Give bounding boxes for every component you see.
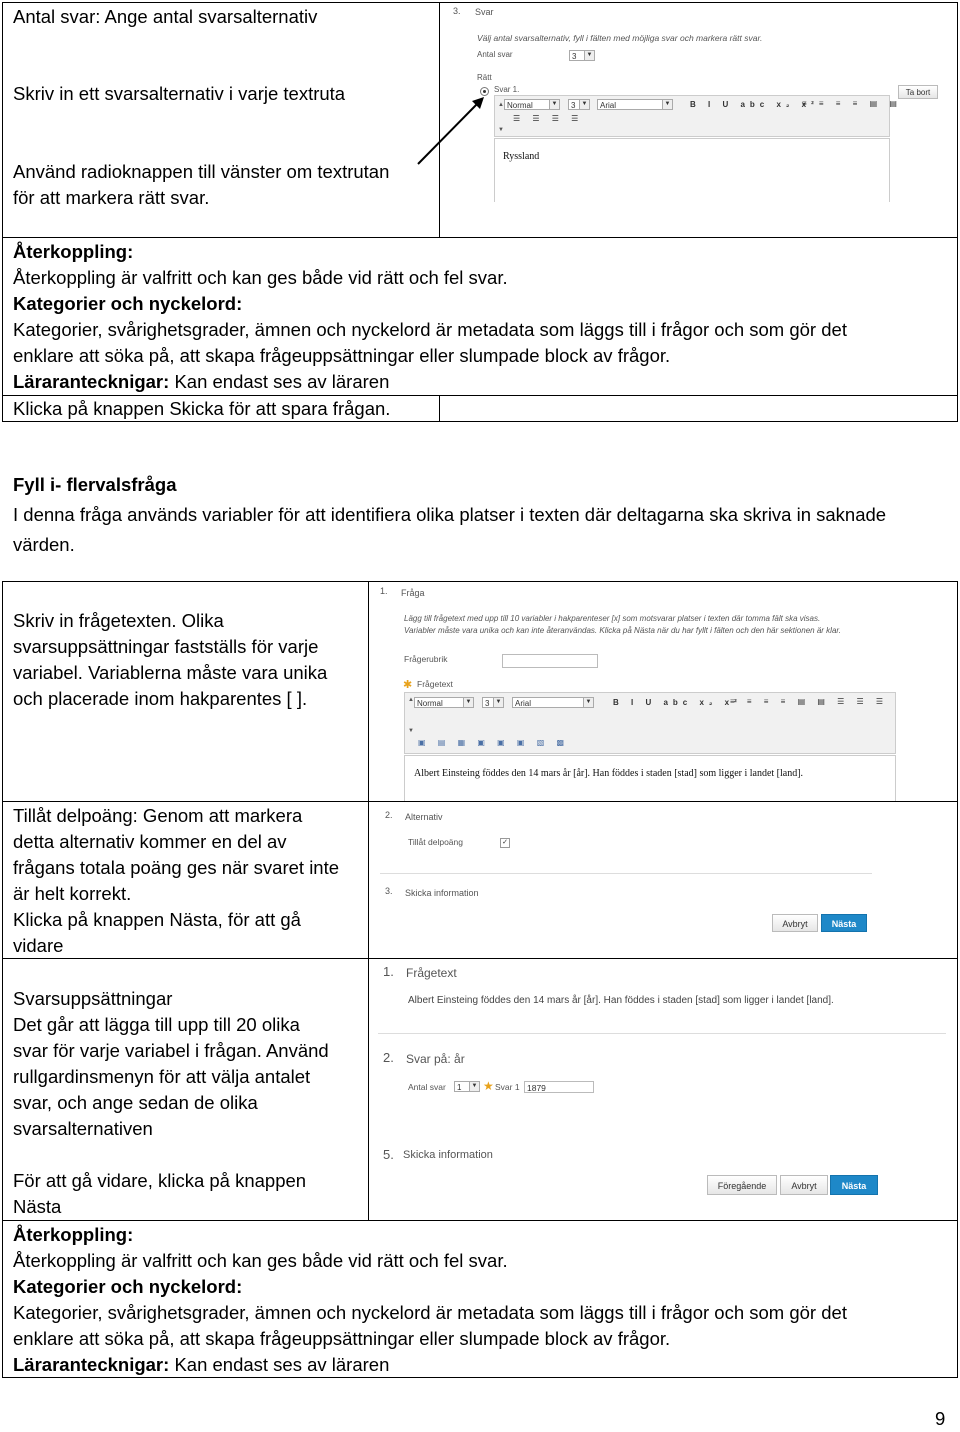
answer-sets-line5: svarsalternativen [13,1118,153,1139]
categories-text-line1: Kategorier, svårighetsgrader, ämnen och nyckelord är metadata som läggs till i frågor och som gör det [13,1302,847,1323]
instruction-answer-count: Antal svar: Ange antal svarsalternativ [13,6,318,27]
correct-label: Rätt [477,73,492,82]
chevron-down-icon: ▼ [584,51,594,60]
required-star-icon: ✱ [403,679,413,691]
section-intro-line1: I denna fråga används variabler för att identifiera olika platser i texten där deltagarna ska skriva in saknade [13,504,887,525]
step-number: 5. [383,1147,394,1162]
teacher-notes [13,369,389,395]
answer-label: Svar 1 [495,1082,520,1092]
format-buttons[interactable]: B I U abc x₂ x² [690,100,819,109]
chevron-down-icon: ▼ [463,698,473,707]
step-number: 2. [385,810,393,820]
question-text-instr-line4: och placerade inom hakparentes [ ]. [13,688,308,709]
step-number: 1. [383,964,394,979]
step-title: Skicka information [403,1149,493,1161]
question-editor-text: Albert Einsteing föddes den 14 mars år [år]. Han föddes i staden [stad] som ligger i landet [land]. [414,768,804,779]
cancel-button[interactable]: Avbryt [772,914,818,932]
continue-instruction-line2: Nästa [13,1196,62,1217]
step-title: Alternativ [405,812,443,822]
question-text-label: Frågetext [417,679,453,689]
font-family-select[interactable]: Arial ▼ [512,697,594,708]
categories-label: Kategorier och nyckelord: [13,293,243,314]
instruction-radio-line1: Använd radioknappen till vänster om textrutan [13,161,390,182]
cancel-button[interactable]: Avbryt [780,1175,828,1195]
step-number: 3. [385,886,393,896]
chevron-down-icon: ▼ [662,100,672,109]
answer-count-label: Antal svar [477,50,513,59]
answer-sets-line2: svar för varje variabel i frågan. Använd [13,1040,329,1061]
answer-input[interactable]: 1879 [524,1081,594,1093]
feedback-label: Återkoppling: [13,1224,134,1245]
align-list-icons[interactable]: ≡ ≡ ≡ ≡ ▤ ▤ [802,99,902,108]
teacher-notes [13,1352,389,1378]
format-buttons[interactable]: B I U abc x₂ x² [613,698,742,707]
question-text-instr-line1: Skriv in frågetexten. Olika [13,610,224,631]
step-number: 2. [383,1050,394,1065]
step-title: Frågetext [406,966,457,980]
page-number: 9 [935,1408,946,1429]
answer-count-select[interactable]: 1 ▼ [454,1081,480,1092]
section-intro-line2: värden. [13,534,75,555]
feedback-text: Återkoppling är valfritt och kan ges både vid rätt och fel svar. [13,267,508,288]
categories-text-line1: Kategorier, svårighetsgrader, ämnen och nyckelord är metadata som läggs till i frågor och som gör det [13,319,847,340]
step-hint-line2: Variabler måste vara unika och kan inte återanvändas. Klicka på Nästa när du har fyllt i fälten och den här sektionen är klar. [404,626,841,635]
expand-icon[interactable]: ▼ [408,728,414,734]
answer-sets-title: Svarsuppsättningar [13,988,173,1009]
categories-label: Kategorier och nyckelord: [13,1276,243,1297]
indent-list-icons[interactable]: ☰ ☰ ☰ ☰ [513,114,584,123]
rubric-input[interactable] [502,654,598,668]
answer-sets-line4: svar, och ange sedan de olika [13,1092,258,1113]
divider [380,873,872,874]
insert-icons[interactable]: ▣ ▤ ▦ ▣ ▣ ▣ ▧ ▩ [418,738,570,747]
answer-sets-line3: rullgardinsmenyn för att välja antalet [13,1066,311,1087]
format-select[interactable]: Normal ▼ [414,697,474,708]
partial-credit-label: Tillåt delpoäng [408,837,463,847]
question-text-instr-line3: variabel. Variablerna måste vara unika [13,662,328,683]
step-number: 1. [380,586,388,596]
step-number: 3. [453,6,461,16]
rubric-label: Frågerubrik [404,654,448,664]
question-text-preview: Albert Einsteing föddes den 14 mars år [år]. Han föddes i staden [stad] som ligger i landet [land]. [408,995,834,1006]
instruction-radio-line2: för att markera rätt svar. [13,187,210,208]
partial-credit-line4: är helt korrekt. [13,883,132,904]
font-size-select[interactable]: 3 ▼ [568,99,590,110]
divider [378,1033,946,1034]
chevron-down-icon: ▼ [579,100,589,109]
answer-sets-line1: Det går att lägga till upp till 20 olika [13,1014,300,1035]
teacher-notes-text: Kan endast ses av läraren [174,1354,390,1375]
align-list-icons[interactable]: ≡ ≡ ≡ ≡ ▤ ▤ ☰ ☰ ☰ [730,697,889,706]
next-instruction-line2: vidare [13,935,64,956]
pointer-arrow [0,0,960,240]
categories-text-line2: enklare att söka på, att skapa frågeuppsättningar eller slumpade block av frågor. [13,1328,671,1349]
partial-credit-line3: frågans totala poäng ges när svaret inte [13,857,340,878]
next-button[interactable]: Nästa [821,914,867,932]
answer-editor-text: Ryssland [503,151,540,162]
submit-instruction: Klicka på knappen Skicka för att spara frågan. [13,398,391,419]
required-star-icon: ★ [483,1079,494,1093]
step-title: Svar [475,7,494,17]
font-size-select[interactable]: 3 ▼ [482,697,504,708]
previous-button[interactable]: Föregående [707,1175,777,1195]
expand-icon[interactable]: ▼ [498,127,504,133]
answer-label: Svar 1. [494,85,520,94]
step-title: Skicka information [405,888,479,898]
answer-count-select[interactable]: 3 ▼ [569,50,595,61]
collapse-icon[interactable]: ▲ [408,697,414,703]
font-family-select[interactable]: Arial ▼ [597,99,673,110]
format-select[interactable]: Normal ▼ [504,99,560,110]
partial-credit-line1: Tillåt delpoäng: Genom att markera [13,805,303,826]
chevron-down-icon: ▼ [549,100,559,109]
next-instruction-line1: Klicka på knappen Nästa, för att gå [13,909,301,930]
teacher-notes-text: Kan endast ses av läraren [174,371,390,392]
answer-count-label: Antal svar [408,1082,446,1092]
partial-credit-checkbox[interactable]: ✓ [500,838,510,848]
delete-button[interactable]: Ta bort [898,85,938,99]
feedback-label: Återkoppling: [13,241,134,262]
instruction-answer-text: Skriv in ett svarsalternativ i varje textruta [13,83,346,104]
collapse-icon[interactable]: ▲ [498,102,504,108]
step-hint-line1: Lägg till frågetext med upp till 10 variabler i hakparenteser [x] som motsvarar platser i texten där tomma fält ska visas. [404,614,821,623]
chevron-down-icon: ▼ [583,698,593,707]
chevron-down-icon: ▼ [493,698,503,707]
step-title: Svar på: år [406,1052,465,1066]
teacher-notes-label: Lärarantecknigar: [13,371,170,392]
chevron-down-icon: ▼ [469,1082,479,1091]
step-title: Fråga [401,588,425,598]
question-text-instr-line2: svarsuppsättningar fastställs för varje [13,636,319,657]
step-hint: Välj antal svarsalternativ, fyll i fälten med möjliga svar och markera rätt svar. [477,33,763,43]
partial-credit-line2: detta alternativ kommer en del av [13,831,287,852]
feedback-text: Återkoppling är valfritt och kan ges både vid rätt och fel svar. [13,1250,508,1271]
categories-text-line2: enklare att söka på, att skapa frågeuppsättningar eller slumpade block av frågor. [13,345,671,366]
teacher-notes-label: Lärarantecknigar: [13,1354,170,1375]
question-editor[interactable] [404,755,896,801]
section-heading: Fyll i- flervalsfråga [13,474,177,495]
arrow-shaft [418,102,479,164]
continue-instruction-line1: För att gå vidare, klicka på knappen [13,1170,307,1191]
next-button[interactable]: Nästa [830,1175,878,1195]
